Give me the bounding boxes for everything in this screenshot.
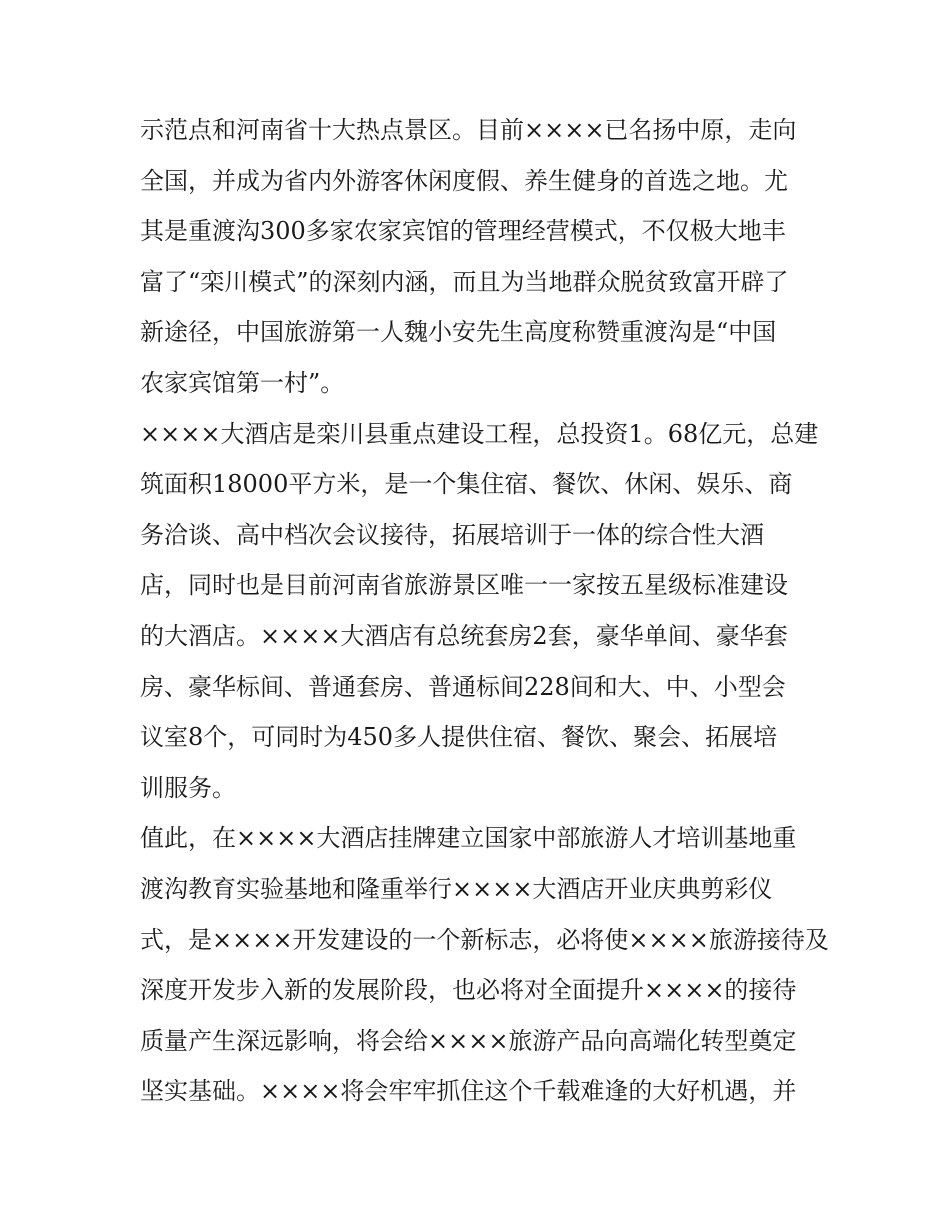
paragraph — [140, 409, 840, 814]
text-line: ××××大酒店是栾川县重点建设工程，总投资1。68亿元，总建 — [140, 419, 819, 448]
paragraph — [140, 105, 840, 409]
text-line: 坚实基础。××××将会牢牢抓住这个千载难逢的大好机遇，并 — [140, 1077, 797, 1106]
text-line: 渡沟教育实验基地和隆重举行××××大酒店开业庆典剪彩仪 — [140, 874, 773, 903]
text-line: 示范点和河南省十大热点景区。目前××××已名扬中原，走向 — [140, 116, 797, 144]
text-line: 富了“栾川模式”的深刻内涵，而且为当地群众脱贫致富开辟了 — [140, 267, 789, 296]
text-line: 其是重渡沟300多家农家宾馆的管理经营模式，不仅极大地丰 — [140, 217, 786, 246]
text-line: 新途径，中国旅游第一人魏小安先生高度称赞重渡沟是“中国 — [140, 318, 777, 347]
document-page — [140, 105, 840, 1117]
text-line: 式，是××××开发建设的一个新标志，必将使××××旅游接待及 — [140, 925, 829, 954]
text-line: 深度开发步入新的发展阶段，也必将对全面提升××××的接待 — [140, 976, 797, 1005]
text-line: 农家宾馆第一村”。 — [140, 368, 345, 397]
text-line: 全国，并成为省内外游客休闲度假、养生健身的首选之地。尤 — [140, 166, 788, 195]
paragraph — [140, 813, 840, 1117]
text-line: 务洽谈、高中档次会议接待，拓展培训于一体的综合性大酒 — [140, 520, 764, 549]
text-line: 房、豪华标间、普通套房、普通标间228间和大、中、小型会 — [140, 672, 786, 701]
text-line: 的大酒店。××××大酒店有总统套房2套，豪华单间、豪华套 — [140, 621, 788, 650]
text-line: 训服务。 — [140, 773, 236, 802]
text-line: 议室8个，可同时为450多人提供住宿、餐饮、聚会、拓展培 — [140, 723, 778, 752]
text-line: 店，同时也是目前河南省旅游景区唯一一家按五星级标准建设 — [140, 571, 788, 600]
text-line: 筑面积18000平方米，是一个集住宿、餐饮、休闲、娱乐、商 — [140, 470, 793, 499]
text-line: 值此，在××××大酒店挂牌建立国家中部旅游人才培训基地重 — [140, 824, 797, 853]
text-line: 质量产生深远影响，将会给××××旅游产品向高端化转型奠定 — [140, 1026, 797, 1055]
